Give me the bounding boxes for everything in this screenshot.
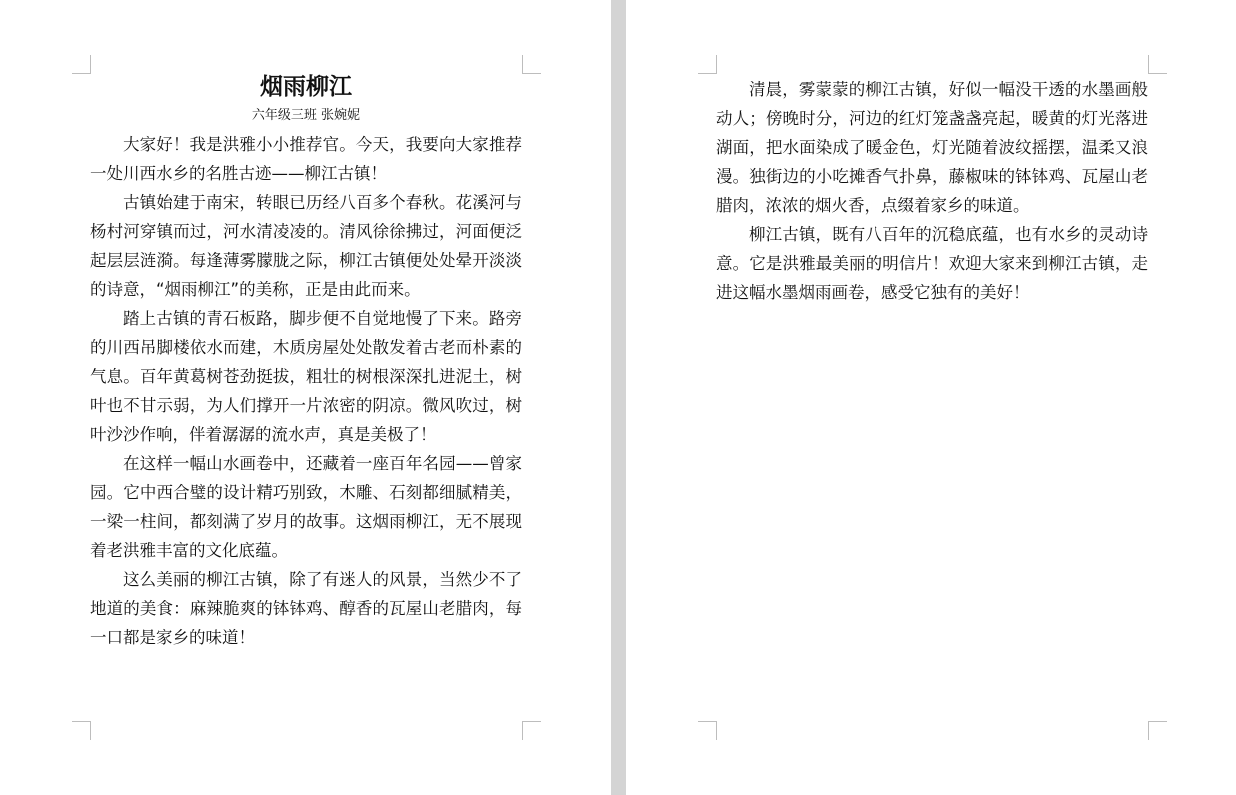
margin-mark-bottom-left <box>72 721 91 740</box>
margin-mark-top-right <box>1148 55 1167 74</box>
paragraph: 大家好！我是洪雅小小推荐官。今天，我要向大家推荐一处川西水乡的名胜古迹——柳江古镇！ <box>90 135 522 183</box>
document-page-left[interactable] <box>0 0 611 795</box>
margin-mark-bottom-right <box>1148 721 1167 740</box>
margin-mark-top-left <box>698 55 717 74</box>
page-right-body[interactable] <box>716 75 1148 307</box>
paragraph: 在这样一幅山水画卷中，还藏着一座百年名园——曾家园。它中西合璧的设计精巧别致，木雕、石刻都细腻精美，一梁一柱间，都刻满了岁月的故事。这烟雨柳江，无不展现着老洪雅丰富的文化底蕴。 <box>90 454 522 560</box>
margin-mark-bottom-left <box>698 721 717 740</box>
document-title: 烟雨柳江 <box>260 73 352 100</box>
author-byline: 六年级三班 张婉妮 <box>251 108 361 123</box>
paragraph: 柳江古镇，既有八百年的沉稳底蕴，也有水乡的灵动诗意。它是洪雅最美丽的明信片！欢迎大家来到柳江古镇，走进这幅水墨烟雨画卷，感受它独有的美好！ <box>716 225 1148 302</box>
paragraph: 踏上古镇的青石板路，脚步便不自觉地慢了下来。路旁的川西吊脚楼依水而建，木质房屋处处散发着古老而朴素的气息。百年黄葛树苍劲挺拔，粗壮的树根深深扎进泥土，树叶也不甘示弱，为人们撑开一片浓密的阴凉。微风吹过，树叶沙沙作响，伴着潺潺的流水声，真是美极了！ <box>90 309 522 444</box>
paragraph: 古镇始建于南宋，转眼已历经八百多个春秋。花溪河与杨村河穿镇而过，河水清凌凌的。清风徐徐拂过，河面便泛起层层涟漪。每逢薄雾朦胧之际，柳江古镇便处处晕开淡淡的诗意，“烟雨柳江”的美称，正是由此而来。 <box>90 193 522 299</box>
paragraph: 清晨，雾蒙蒙的柳江古镇，好似一幅没干透的水墨画般动人；傍晚时分，河边的红灯笼盏盏亮起，暖黄的灯光落进湖面，把水面染成了暖金色，灯光随着波纹摇摆，温柔又浪漫。独街边的小吃摊香气扑鼻，藤椒味的钵钵鸡、瓦屋山老腊肉，浓浓的烟火香，点缀着家乡的味道。 <box>716 80 1148 215</box>
page-left-body[interactable] <box>90 70 522 652</box>
margin-mark-top-right <box>522 55 541 74</box>
paragraph: 这么美丽的柳江古镇，除了有迷人的风景，当然少不了地道的美食：麻辣脆爽的钵钵鸡、醇香的瓦屋山老腊肉，每一口都是家乡的味道！ <box>90 570 522 647</box>
margin-mark-bottom-right <box>522 721 541 740</box>
margin-mark-top-left <box>72 55 91 74</box>
document-page-right[interactable] <box>626 0 1236 795</box>
